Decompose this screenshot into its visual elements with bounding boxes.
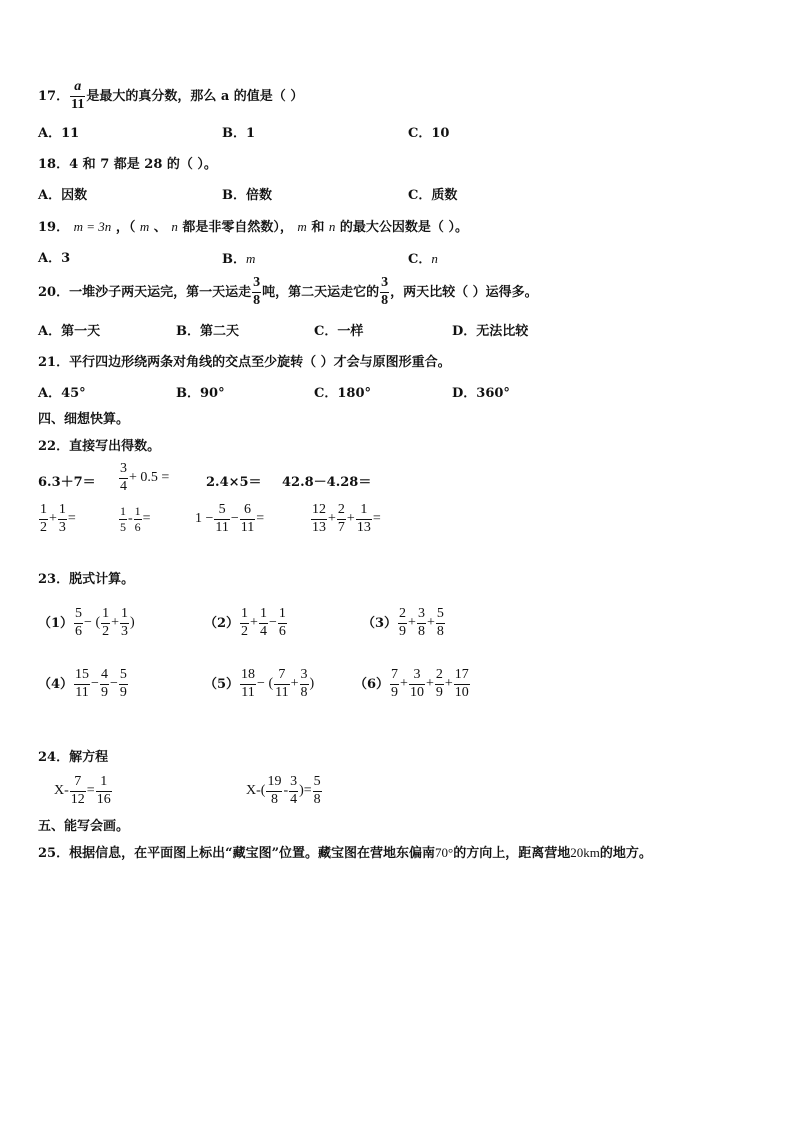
q20-fraction-1: $\frac{3}{8}$ [253,275,261,308]
q17-fraction: $\frac{a}{11}$ [71,79,85,112]
q19-stem [38,220,468,234]
q20-option-c: C．一样 [314,324,364,339]
q20-text3: ，两天比较（ ）运得多。 [390,284,538,300]
q19-option-a: A．3 [38,251,71,266]
q25-stem: 25．根据信息，在平面图上标出“藏宝图”位置。藏宝图在营地东偏南70°的方向上，距离营地20km的地方。 [38,845,652,861]
section-4-heading: 四、细想快算。 [38,412,130,427]
q22-expr-8: $\frac{12}{13}$ + $\frac{2}{7}$ + $\frac{1}{13}$ = [312,502,381,535]
q20-text2: 吨，第二天运走它的 [262,284,380,300]
q17-option-b: B．1 [222,126,256,141]
q18-option-c: C．质数 [408,188,458,203]
q23-title: 23．脱式计算。 [38,572,135,587]
q23-item-2: （2） $\frac{1}{2}$ + $\frac{1}{4}$ − $\frac{1}{6}$ [204,606,286,639]
q20-option-b: B．第二天 [176,324,239,339]
q22-expr-7: 1 − $\frac{5}{11}$ − $\frac{6}{11}$ = [195,502,265,535]
q19-text3: 的最大公因数是（ ）。 [339,220,468,235]
q20-fraction-2: $\frac{3}{8}$ [381,275,389,308]
q21-option-c: C．180° [314,386,371,401]
q22-expr-2: $\frac{3}{4}$ + 0.5 = [120,461,170,494]
q22-expr-3: 2.4×5＝ [206,475,262,490]
q19-equation: m = 3n [73,219,112,234]
q19-number: 19． [38,220,70,235]
q17-option-c: C．10 [408,126,450,141]
section-5-heading: 五、能写会画。 [38,819,130,834]
q19-option-c: C．n [408,251,438,267]
q19-text1: ，（ [115,220,136,235]
q20-text1: 20．一堆沙子两天运完，第一天运走 [38,284,252,300]
q24-equation-2: X-( $\frac{19}{8}$ - $\frac{3}{4}$ )= $\frac{5}{8}$ [246,774,321,807]
q22-title: 22．直接写出得数。 [38,439,161,454]
q19-var-n: n [171,219,178,234]
q17-text: 是最大的真分数，那么 a 的值是（ ） [86,88,304,104]
q18-option-a: A．因数 [38,188,88,203]
q23-item-3: （3） $\frac{2}{9}$ + $\frac{3}{8}$ + $\frac{5}{8}$ [362,606,444,639]
q20-option-d: D．无法比较 [452,324,529,339]
q19-option-b: B．m [222,251,256,267]
q19-var-m2: m [297,219,307,234]
q20-option-a: A．第一天 [38,324,101,339]
q19-and: 和 [311,220,325,235]
q17-option-a: A．11 [38,126,80,141]
q21-option-d: D．360° [452,386,510,401]
q24-title: 24．解方程 [38,750,109,765]
q23-item-1: （1） $\frac{5}{6}$ − ( $\frac{1}{2}$ + $\frac{1}{3}$ ) [38,606,135,639]
q24-equation-1: X- $\frac{7}{12}$ = $\frac{1}{16}$ [54,774,111,807]
q22-expr-5: $\frac{1}{2}$ + $\frac{1}{3}$ = [40,502,76,535]
q22-expr-1: 6.3＋7＝ [38,475,96,490]
q22-expr-6: $\frac{1}{5}$ - $\frac{1}{6}$ = [120,504,151,534]
q19-var-m: m [139,219,150,234]
q18-stem: 18．4 和 7 都是 28 的（ ）。 [38,157,217,172]
q23-item-5: （5） $\frac{18}{11}$ − ( $\frac{7}{11}$ + $\frac{3}{8}$ ) [204,667,315,700]
q18-option-b: B．倍数 [222,188,272,203]
q20-stem [38,276,538,308]
q22-expr-4: 42.8－4.28＝ [282,475,372,490]
q19-text2: 都是非零自然数）， [182,220,293,235]
q21-option-b: B．90° [176,386,225,401]
q21-stem: 21．平行四边形绕两条对角线的交点至少旋转（ ）才会与原图形重合。 [38,355,451,370]
q17-stem [38,80,303,112]
q21-option-a: A．45° [38,386,86,401]
q17-number: 17． [38,88,70,104]
q19-var-n2: n [328,219,336,234]
q23-item-4: （4） $\frac{15}{11}$ − $\frac{4}{9}$ − $\frac{5}{9}$ [38,667,127,700]
q23-item-6: （6） $\frac{7}{9}$ + $\frac{3}{10}$ + $\frac{2}{9}$ + $\frac{17}{10}$ [354,667,469,700]
q19-sep: 、 [153,220,167,235]
